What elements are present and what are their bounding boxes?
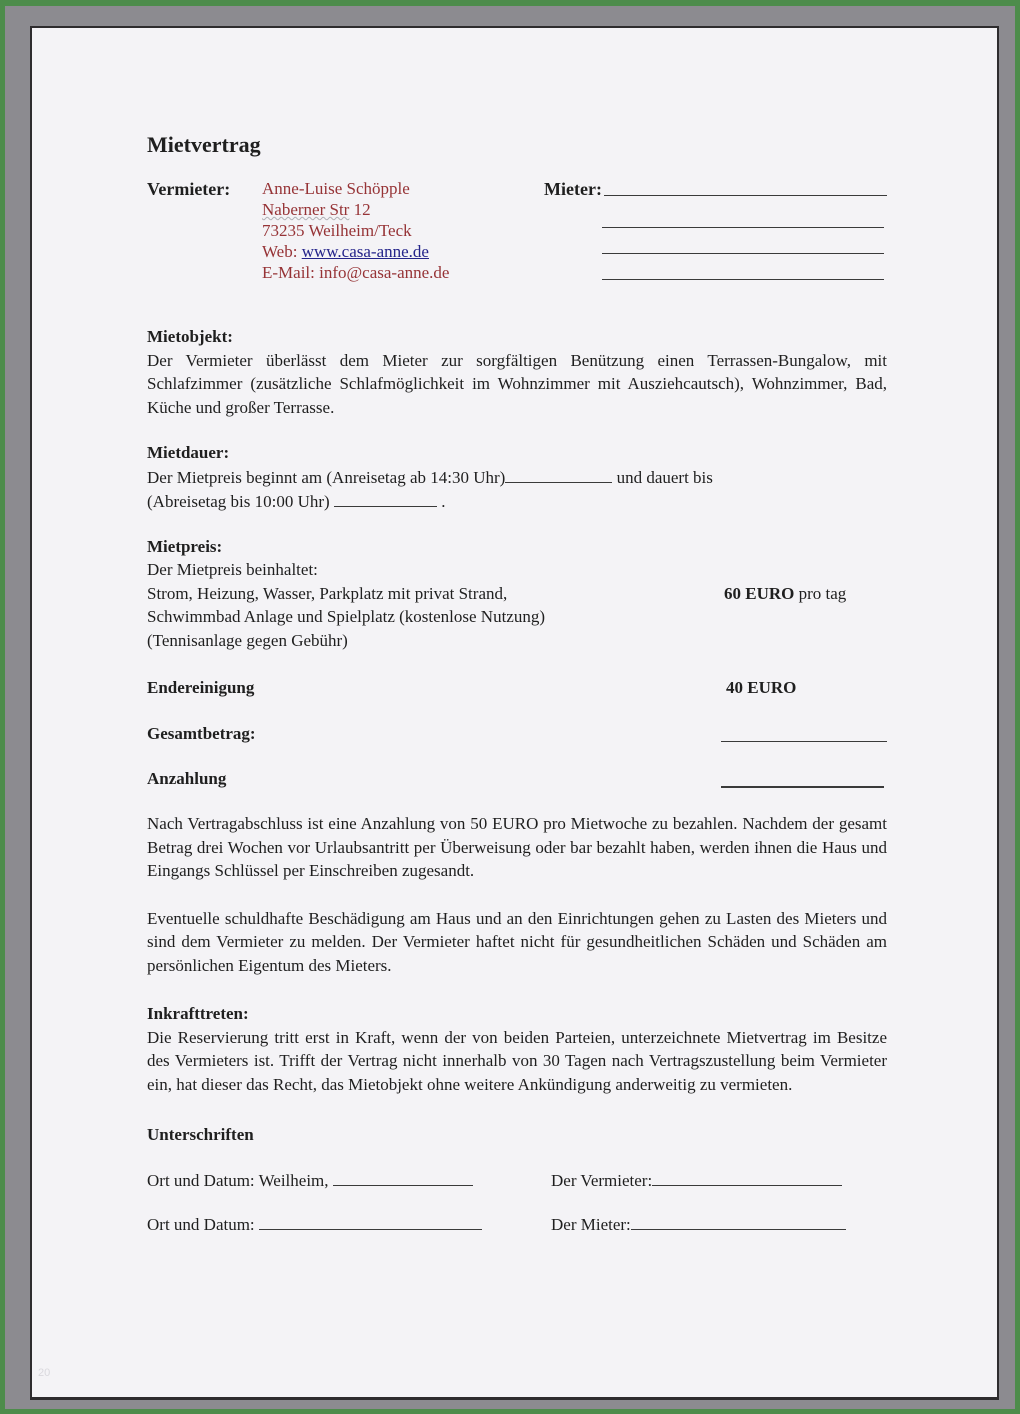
ort-datum-mieter-label: Ort und Datum: [147,1215,259,1234]
vermieter-signature [551,1168,842,1193]
mieter-block [544,178,887,283]
mieter-name-line-1 [604,178,887,196]
price-per-day-amount: 60 EURO [724,583,795,603]
vermieter-address [262,178,544,283]
email-value: info@casa-anne.de [319,263,450,282]
section-mietpreis [147,535,887,653]
section-mietobjekt [147,325,887,419]
page-frame [5,6,1015,1409]
payment-paragraph: Nach Vertragabschluss ist eine Anzahlung von 50 EURO pro Mietwoche zu bezahlen. Nachdem der gesamt Betrag drei Wochen vor Urlaubsantritt per Überweisung oder bar bezahlt haben, werden ihnen die Haus und Eingangs Schlüssel per Einschreiben zugesandt. [147,814,887,880]
mieter-name-line-4 [602,254,884,280]
inkrafttreten-heading: Inkrafttreten: [147,1004,249,1023]
mieter-signature [551,1212,846,1237]
unterschriften-heading: Unterschriften [147,1125,254,1144]
vermieter-name: Anne-Luise Schöpple [262,179,410,198]
gesamtbetrag-blank [721,741,887,742]
mietpreis-item1: Strom, Heizung, Wasser, Parkplatz mit privat Strand, [147,583,508,603]
mietdauer-line2-text: (Abreisetag bis 10:00 Uhr) [147,492,334,511]
gesamtbetrag-row [147,722,887,746]
web-label: Web: [262,242,302,261]
anzahlung-label: Anzahlung [147,769,227,788]
endereinigung-price: 40 EURO [726,678,797,697]
vermieter-street [262,199,544,220]
price-per-day-unit: pro tag [794,583,847,603]
ort-datum-vermieter-blank [333,1168,473,1186]
price-per-day [724,582,846,606]
ort-datum-vermieter-label: Ort und Datum: Weilheim, [147,1170,333,1190]
liability-paragraph: Eventuelle schuldhafte Beschädigung am Haus und an den Einrichtungen gehen zu Lasten des Mieters und sind dem Vermieter zu melden. Der Vermieter haftet nicht für gesundheitlichen Schäden und Schäden am persönlichen Eigentum des Mieters. [147,908,887,975]
anzahlung-blank [721,786,884,788]
mietobjekt-heading: Mietobjekt: [147,327,233,346]
website-link[interactable]: www.casa-anne.de [301,242,429,261]
mieter-name-line-3 [602,228,884,254]
vermieter-city: 73235 Weilheim/Teck [262,221,412,240]
mietpreis-item3: (Tennisanlage gegen Gebühr) [147,630,348,650]
mietdauer-line1-tail: und dauert bis [616,467,713,487]
endereinigung-row [147,676,887,700]
ort-datum-mieter-blank [259,1212,482,1230]
gesamtbetrag-label: Gesamtbetrag: [147,724,256,743]
anzahlung-row [147,767,887,791]
arrival-date-blank [505,465,612,483]
signature-row-2 [147,1212,887,1237]
mietdauer-line2-period: . [441,492,446,511]
mieter-label: Mieter: [544,179,602,199]
mieter-signature-label: Der Mieter: [551,1215,631,1234]
inkrafttreten-body: Die Reservierung tritt erst in Kraft, wenn der von beiden Parteien, unterzeichnete Mietvertrag im Besitze des Vermieters ist. Trifft der Vertrag nicht innerhalb von 30 Tagen nach Vertragszustellung beim Vermieter ein, hat dieser das Recht, das Mietobjekt ohne weitere Ankündigung anderweitig zu vermieten. [147,1027,887,1094]
signature-row-1 [147,1168,887,1193]
vermieter-label: Vermieter: [147,179,231,199]
ort-datum-vermieter [147,1168,551,1193]
vermieter-email-row [262,262,544,283]
vermieter-signature-label: Der Vermieter: [551,1170,653,1190]
mieter-signature-blank [631,1212,846,1230]
mietdauer-line2 [147,489,887,514]
mietdauer-line1-text: Der Mietpreis beginnt am (Anreisetag ab 14:30 Uhr) [147,467,506,487]
contract-page [30,26,999,1400]
mietpreis-item1-row [147,582,887,606]
section-mietdauer [147,441,887,514]
vermieter-street-number: 12 [349,200,371,219]
parties-block [147,178,887,283]
endereinigung-label: Endereinigung [147,678,255,697]
vermieter-web-row [262,241,544,262]
mietdauer-line1 [147,465,887,490]
ort-datum-mieter [147,1212,551,1237]
departure-date-blank [334,489,437,507]
mietpreis-heading: Mietpreis: [147,536,223,556]
mietpreis-intro: Der Mietpreis beinhaltet: [147,560,318,579]
mieter-name-line-2 [602,202,884,228]
mietdauer-heading: Mietdauer: [147,443,230,462]
mietpreis-item2: Schwimmbad Anlage und Spielplatz (kostenlose Nutzung) [147,607,546,626]
page-number-watermark: 20 [38,1367,51,1379]
vermieter-signature-blank [652,1168,842,1186]
section-inkrafttreten [147,1002,887,1096]
vermieter-street-name: Naberner Str [262,200,350,219]
mietobjekt-body: Der Vermieter überlässt dem Mieter zur sorgfältigen Benützung einen Terrassen-Bungalow, mit Schlafzimmer (zusätzliche Schlafmöglichkeit im Wohnzimmer mit Ausziehcautsch), Wohnzimmer, Bad, Küche und großer Terrasse. [147,350,887,417]
email-label: E-Mail: [262,263,320,282]
page-title: Mietvertrag [147,132,261,157]
